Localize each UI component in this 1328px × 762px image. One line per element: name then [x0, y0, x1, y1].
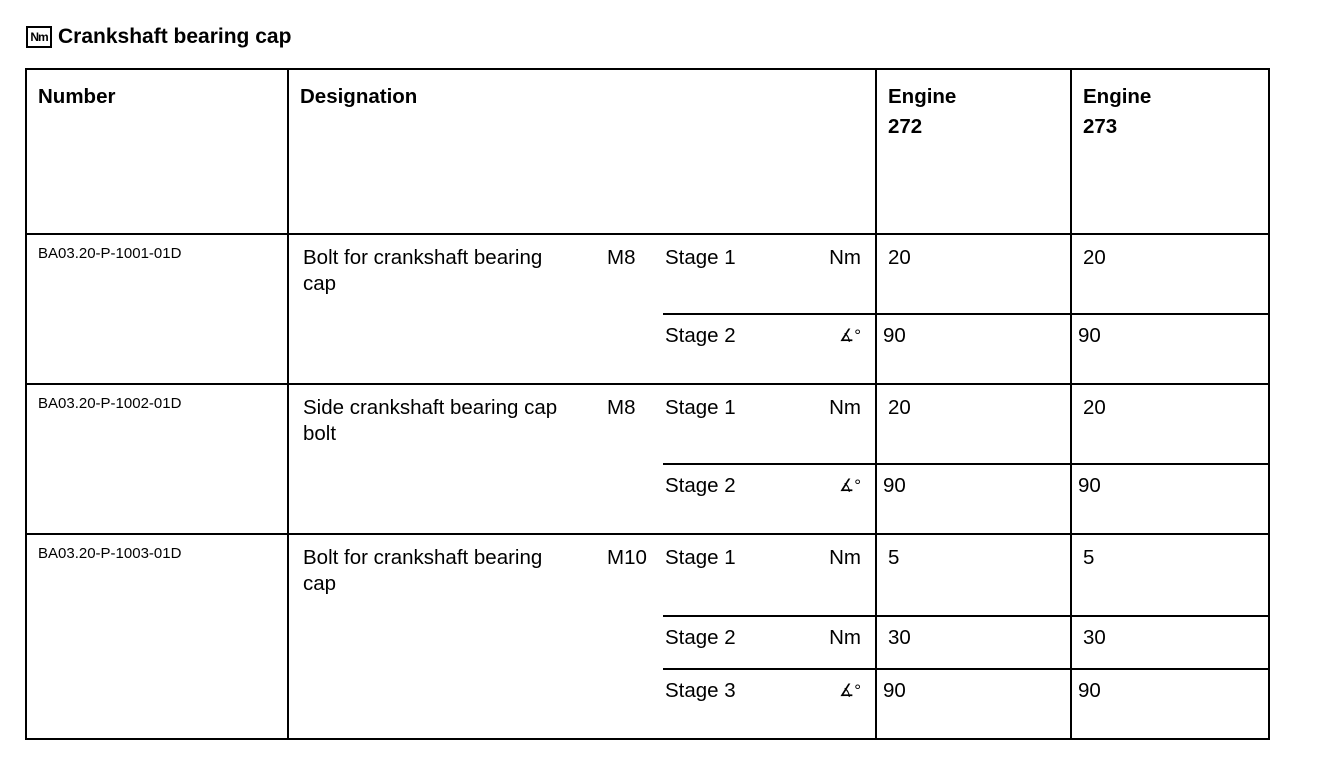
- unit-nm: Nm: [829, 626, 861, 649]
- thread-size: M8: [607, 396, 636, 419]
- torque-value: 90: [1078, 324, 1101, 347]
- torque-value: 20: [1083, 396, 1106, 419]
- torque-value: 5: [888, 546, 900, 569]
- torque-value: 90: [883, 324, 906, 347]
- designation-cell: [288, 534, 876, 739]
- stage-label: Stage 1: [665, 246, 736, 269]
- part-number-cell: BA03.20-P-1003-01D: [26, 534, 288, 739]
- part-number-cell: BA03.20-P-1002-01D: [26, 384, 288, 534]
- stage-row: [663, 615, 875, 668]
- unit-nm: Nm: [829, 246, 861, 269]
- torque-value: 90: [883, 474, 906, 497]
- designation-text: Bolt for crankshaft bearing cap: [303, 546, 543, 595]
- stage-label: Stage 2: [665, 324, 736, 347]
- stage-row: [663, 235, 875, 313]
- torque-value: 30: [888, 626, 911, 649]
- torque-spec-table: [25, 68, 1270, 740]
- torque-nm-icon: Nm: [26, 26, 52, 48]
- stage-row: [663, 535, 875, 615]
- torque-value: 90: [1078, 679, 1101, 702]
- torque-value: 30: [1083, 626, 1106, 649]
- designation-cell: [288, 384, 876, 534]
- stage-label: Stage 3: [665, 679, 736, 702]
- engine-273-cell: [1071, 534, 1269, 739]
- unit-nm: Nm: [829, 396, 861, 419]
- torque-value: 20: [1083, 246, 1106, 269]
- column-header-engine-272: Engine 272: [876, 69, 1071, 234]
- stage-row: [663, 385, 875, 463]
- engine-273-cell: [1071, 384, 1269, 534]
- engine-272-cell: [876, 234, 1071, 384]
- stage-row: [663, 313, 875, 383]
- page-header: [26, 22, 291, 52]
- unit-nm: Nm: [829, 546, 861, 569]
- angle-unit-icon: ∡°: [838, 326, 861, 345]
- torque-value: 90: [1078, 474, 1101, 497]
- column-header-designation: Designation: [288, 69, 876, 234]
- stage-row: [663, 668, 875, 738]
- stage-label: Stage 1: [665, 546, 736, 569]
- column-header-engine-273: Engine 273: [1071, 69, 1269, 234]
- torque-value: 20: [888, 396, 911, 419]
- engine-273-cell: [1071, 234, 1269, 384]
- table-header-row: [26, 69, 1269, 234]
- stage-label: Stage 2: [665, 474, 736, 497]
- torque-value: 90: [883, 679, 906, 702]
- table-row: [26, 384, 1269, 534]
- table-body: [26, 234, 1269, 739]
- part-number-cell: BA03.20-P-1001-01D: [26, 234, 288, 384]
- angle-unit-icon: ∡°: [838, 476, 861, 495]
- designation-text: Side crankshaft bearing cap bolt: [303, 396, 558, 445]
- torque-value: 20: [888, 246, 911, 269]
- designation-text: Bolt for crankshaft bearing cap: [303, 246, 543, 295]
- stage-label: Stage 2: [665, 626, 736, 649]
- engine-272-cell: [876, 534, 1071, 739]
- table-row: [26, 234, 1269, 384]
- angle-unit-icon: ∡°: [838, 681, 861, 700]
- page-title: Crankshaft bearing cap: [58, 25, 292, 48]
- table-row: [26, 534, 1269, 739]
- designation-cell: [288, 234, 876, 384]
- stage-row: [663, 463, 875, 533]
- torque-value: 5: [1083, 546, 1095, 569]
- engine-272-cell: [876, 384, 1071, 534]
- column-header-number: Number: [26, 69, 288, 234]
- thread-size: M8: [607, 246, 636, 269]
- thread-size: M10: [607, 546, 647, 569]
- stage-label: Stage 1: [665, 396, 736, 419]
